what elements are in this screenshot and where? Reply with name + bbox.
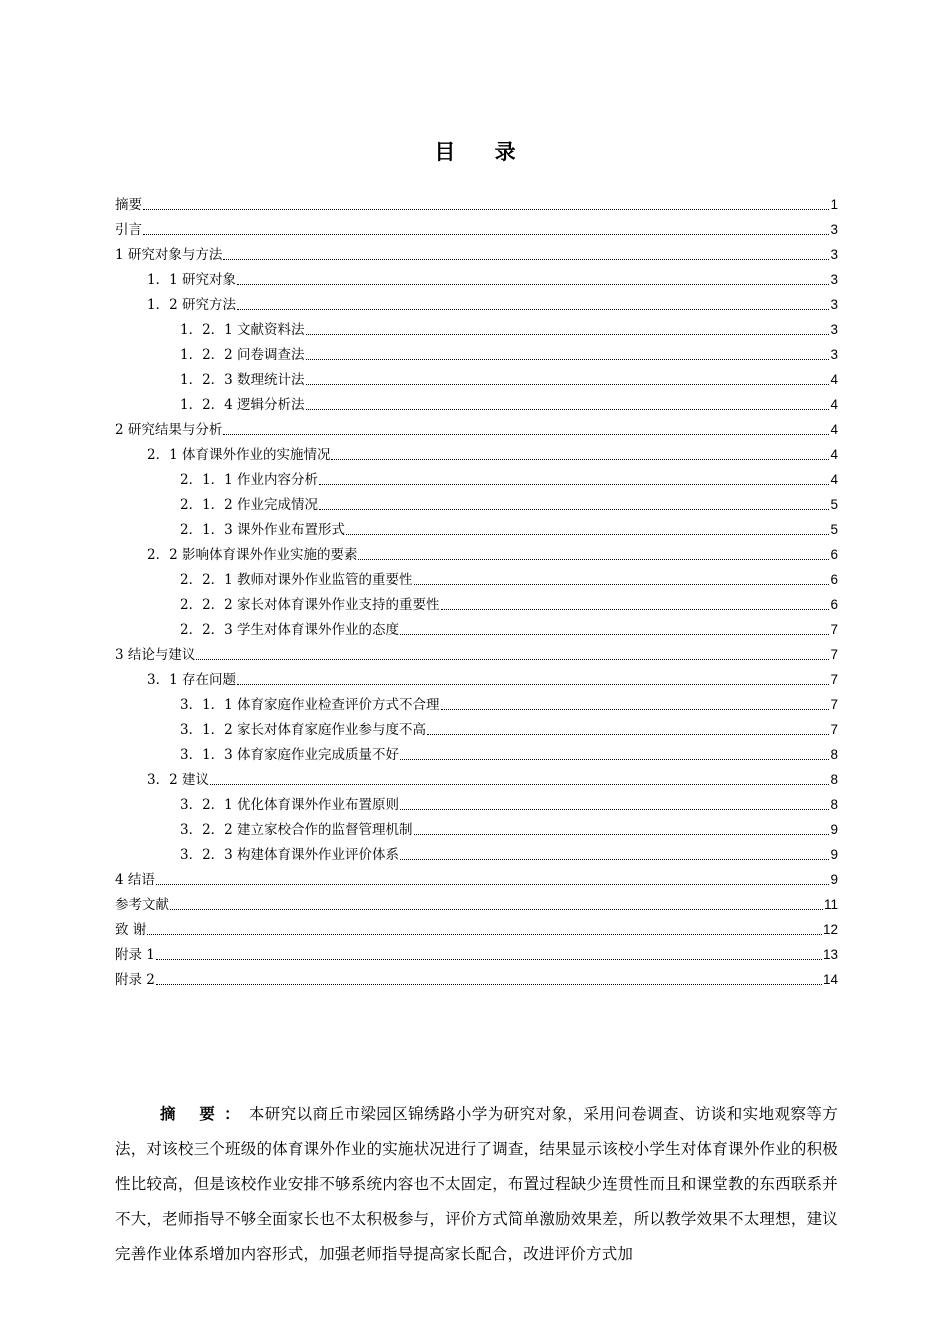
toc-dot-leader <box>306 383 830 385</box>
toc-dot-leader <box>400 858 829 860</box>
toc-entry-page: 6 <box>830 597 838 612</box>
toc-entry-label: 3．1 存在问题 <box>147 672 236 688</box>
toc-entry[interactable] <box>115 840 838 865</box>
toc-entry-page: 3 <box>830 297 838 312</box>
toc-entry-page: 7 <box>830 672 838 687</box>
toc-entry-label: 致 谢 <box>115 922 147 938</box>
toc-entry-label: 4 结语 <box>115 872 155 888</box>
toc-dot-leader <box>414 833 830 835</box>
toc-entry[interactable] <box>115 490 838 515</box>
toc-entry-label: 3．1．3 体育家庭作业完成质量不好 <box>180 747 400 763</box>
toc-entry-label: 参考文献 <box>115 897 169 913</box>
toc-dot-leader <box>319 508 829 510</box>
toc-entry[interactable] <box>115 915 838 940</box>
toc-entry-label: 附录 1 <box>115 947 155 963</box>
toc-entry-page: 11 <box>823 897 838 912</box>
toc-entry-label: 3．2．3 构建体育课外作业评价体系 <box>180 847 400 863</box>
toc-entry[interactable] <box>115 240 838 265</box>
toc-entry[interactable] <box>115 940 838 965</box>
toc-dot-leader <box>170 908 823 910</box>
toc-entry-page: 4 <box>830 447 838 462</box>
toc-entry-page: 1 <box>830 197 838 212</box>
toc-dot-leader <box>156 958 822 960</box>
toc-entry-page: 8 <box>830 747 838 762</box>
toc-dot-leader <box>400 808 829 810</box>
toc-entry[interactable] <box>115 965 838 990</box>
toc-entry[interactable] <box>115 315 838 340</box>
toc-entry-label: 附录 2 <box>115 972 155 988</box>
toc-entry[interactable] <box>115 790 838 815</box>
toc-entry-page: 7 <box>830 647 838 662</box>
toc-entry[interactable] <box>115 390 838 415</box>
toc-entry-page: 6 <box>830 547 838 562</box>
toc-entry-label: 2．2．1 教师对课外作业监管的重要性 <box>180 572 413 588</box>
toc-entry-page: 3 <box>830 222 838 237</box>
toc-entry-page: 3 <box>830 247 838 262</box>
toc-entry[interactable] <box>115 715 838 740</box>
toc-entry[interactable] <box>115 890 838 915</box>
toc-entry[interactable] <box>115 815 838 840</box>
toc-entry[interactable] <box>115 365 838 390</box>
toc-dot-leader <box>358 558 829 560</box>
toc-dot-leader <box>331 458 829 460</box>
toc-entry-label: 1．1 研究对象 <box>147 272 236 288</box>
toc-entry-label: 2．2．3 学生对体育课外作业的态度 <box>180 622 400 638</box>
toc-dot-leader <box>400 758 829 760</box>
toc-dot-leader <box>414 583 830 585</box>
toc-entry-label: 1．2．1 文献资料法 <box>180 322 305 338</box>
abstract-text: 本研究以商丘市梁园区锦绣路小学为研究对象，采用问卷调查、访谈和实地观察等方法，对该校三个班级的体育课外作业的实施状况进行了调查，结果显示该校小学生对体育课外作业的积极性比较高，但是该校作业安排不够系统内容也不太固定，布置过程缺少连贯性而且和课堂教的东西联系并不大，老师指导不够全面家长也不太积极参与，评价方式简单激励效果差，所以教学效果不太理想，建议完善作业体系增加内容形式，加强老师指导提高家长配合，改进评价方式加 <box>115 1105 838 1263</box>
toc-entry-label: 2．2 影响体育课外作业实施的要素 <box>147 547 358 563</box>
toc-entry-page: 13 <box>822 947 838 962</box>
toc-dot-leader <box>210 783 830 785</box>
toc-entry-label: 3．1．1 体育家庭作业检查评价方式不合理 <box>180 697 440 713</box>
toc-dot-leader <box>306 333 830 335</box>
toc-entry-label: 1．2．4 逻辑分析法 <box>180 397 305 413</box>
toc-entry[interactable] <box>115 740 838 765</box>
toc-entry-page: 4 <box>830 472 838 487</box>
toc-dot-leader <box>196 658 829 660</box>
toc-dot-leader <box>441 608 830 610</box>
toc-entry[interactable] <box>115 515 838 540</box>
toc-entry[interactable] <box>115 415 838 440</box>
toc-entry-label: 1．2．3 数理统计法 <box>180 372 305 388</box>
toc-entry[interactable] <box>115 865 838 890</box>
toc-dot-leader <box>306 408 830 410</box>
toc-dot-leader <box>143 233 829 235</box>
toc-entry[interactable] <box>115 665 838 690</box>
toc-entry-page: 7 <box>830 697 838 712</box>
toc-entry-label: 引言 <box>115 222 142 238</box>
toc-entry-page: 8 <box>830 772 838 787</box>
toc-entry-page: 7 <box>830 622 838 637</box>
table-of-contents <box>115 190 838 990</box>
toc-dot-leader <box>237 683 830 685</box>
toc-entry[interactable] <box>115 765 838 790</box>
toc-entry[interactable] <box>115 340 838 365</box>
toc-dot-leader <box>156 883 830 885</box>
toc-entry-page: 5 <box>830 497 838 512</box>
toc-dot-leader <box>237 283 830 285</box>
toc-dot-leader <box>156 983 822 985</box>
toc-entry-page: 14 <box>822 972 838 987</box>
toc-entry[interactable] <box>115 565 838 590</box>
toc-entry-label: 2．1．2 作业完成情况 <box>180 497 319 513</box>
abstract-paragraph <box>115 1096 838 1272</box>
toc-entry-label: 2 研究结果与分析 <box>115 422 223 438</box>
toc-dot-leader <box>223 258 829 260</box>
toc-entry-page: 9 <box>830 872 838 887</box>
toc-entry[interactable] <box>115 615 838 640</box>
toc-entry[interactable] <box>115 215 838 240</box>
toc-entry-page: 4 <box>830 397 838 412</box>
toc-entry-page: 3 <box>830 347 838 362</box>
toc-dot-leader <box>427 733 829 735</box>
toc-dot-leader <box>223 433 829 435</box>
toc-dot-leader <box>306 358 830 360</box>
toc-dot-leader <box>237 308 830 310</box>
toc-entry-label: 2．1．3 课外作业布置形式 <box>180 522 346 538</box>
toc-entry-label: 3．2 建议 <box>147 772 209 788</box>
toc-dot-leader <box>319 483 829 485</box>
toc-entry-label: 3 结论与建议 <box>115 647 196 663</box>
toc-dot-leader <box>441 708 830 710</box>
toc-entry-label: 1 研究对象与方法 <box>115 247 223 263</box>
toc-entry[interactable] <box>115 590 838 615</box>
toc-entry-label: 1．2 研究方法 <box>147 297 236 313</box>
toc-entry[interactable] <box>115 465 838 490</box>
toc-entry-page: 3 <box>830 322 838 337</box>
toc-entry[interactable] <box>115 690 838 715</box>
toc-dot-leader <box>400 633 829 635</box>
toc-entry-page: 7 <box>830 722 838 737</box>
toc-entry[interactable] <box>115 265 838 290</box>
toc-entry-page: 8 <box>830 797 838 812</box>
toc-entry-label: 2．1 体育课外作业的实施情况 <box>147 447 331 463</box>
toc-entry-page: 12 <box>822 922 838 937</box>
toc-entry-page: 9 <box>830 822 838 837</box>
toc-title: 目 录 <box>434 140 532 164</box>
abstract-label: 摘 要： <box>160 1104 249 1123</box>
toc-entry-page: 6 <box>830 572 838 587</box>
toc-dot-leader <box>346 533 829 535</box>
toc-entry-label: 1．2．2 问卷调查法 <box>180 347 305 363</box>
toc-entry-page: 9 <box>830 847 838 862</box>
toc-entry[interactable] <box>115 640 838 665</box>
toc-entry-page: 4 <box>830 372 838 387</box>
toc-entry-label: 2．2．2 家长对体育课外作业支持的重要性 <box>180 597 440 613</box>
toc-dot-leader <box>143 208 829 210</box>
toc-entry-page: 5 <box>830 522 838 537</box>
toc-entry-label: 2．1．1 作业内容分析 <box>180 472 319 488</box>
toc-entry[interactable] <box>115 290 838 315</box>
toc-entry[interactable] <box>115 440 838 465</box>
toc-entry[interactable] <box>115 540 838 565</box>
toc-entry-label: 3．2．1 优化体育课外作业布置原则 <box>180 797 400 813</box>
toc-dot-leader <box>147 933 822 935</box>
toc-entry-label: 摘要 <box>115 197 142 213</box>
toc-entry-label: 3．1．2 家长对体育家庭作业参与度不高 <box>180 722 427 738</box>
toc-entry-label: 3．2．2 建立家校合作的监督管理机制 <box>180 822 413 838</box>
toc-entry-page: 4 <box>830 422 838 437</box>
toc-entry-page: 3 <box>830 272 838 287</box>
toc-entry[interactable] <box>115 190 838 215</box>
